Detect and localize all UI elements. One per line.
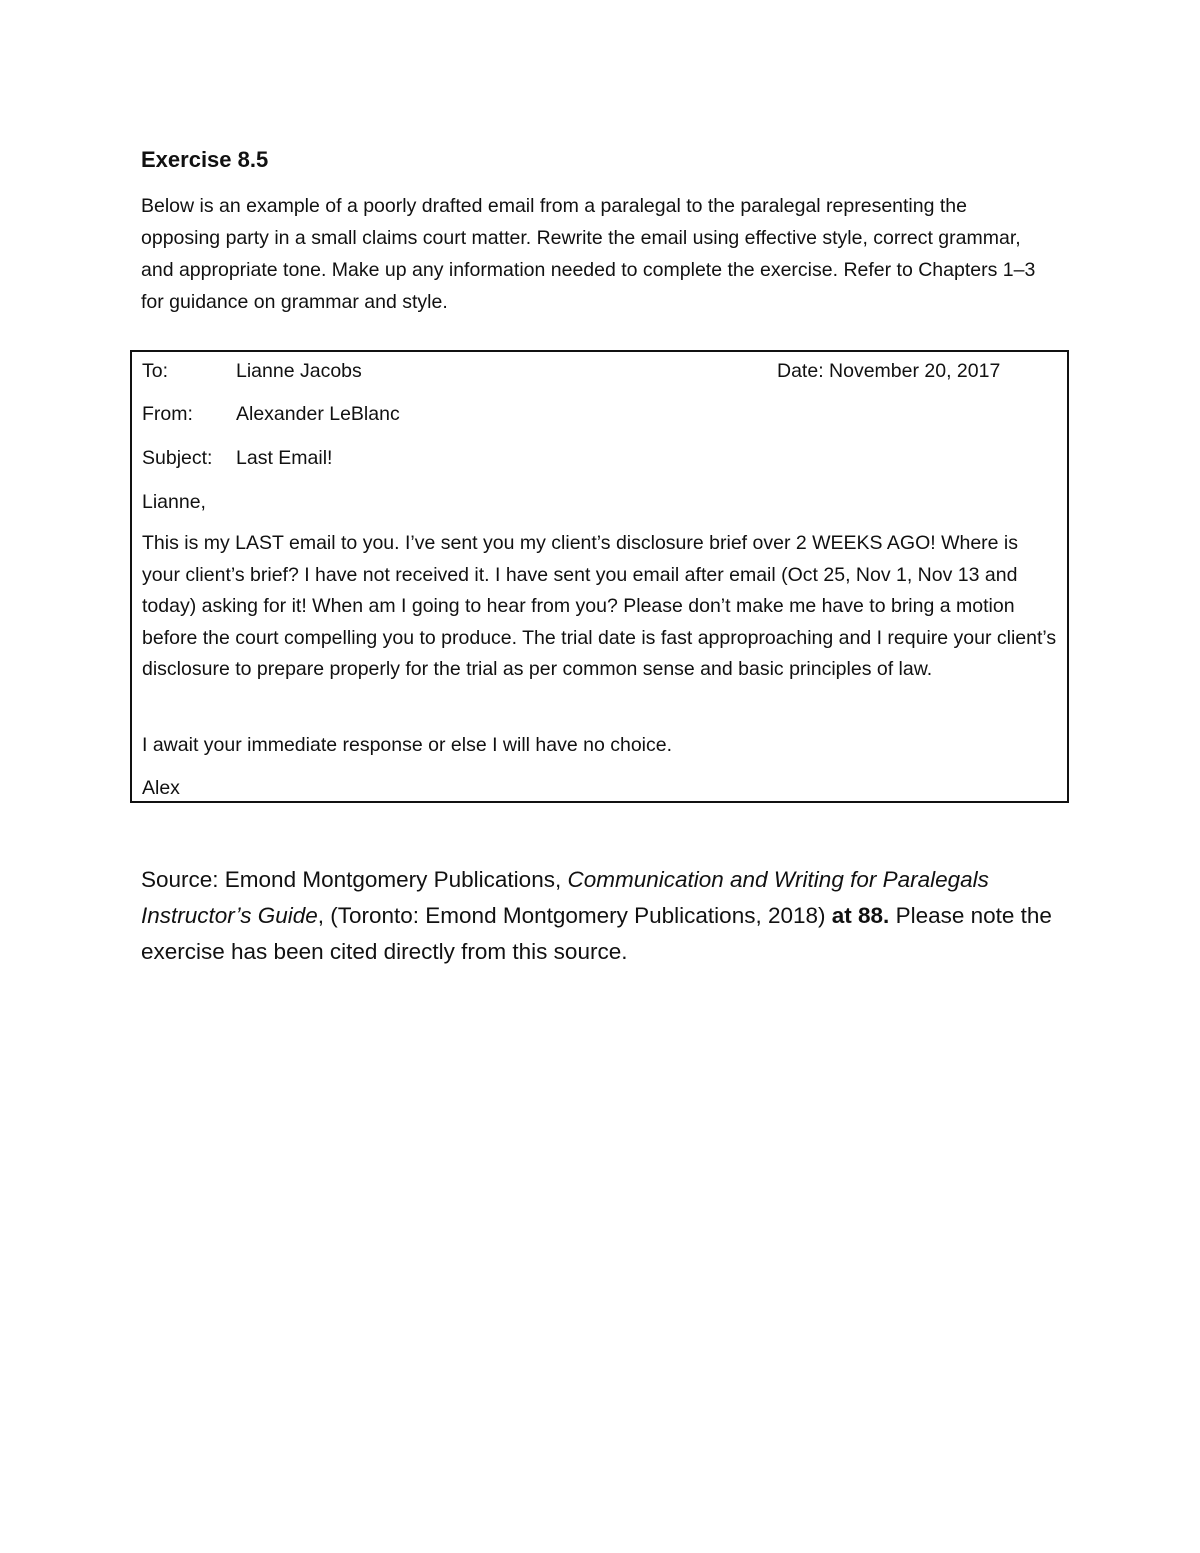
source-citation: [141, 862, 1061, 970]
exercise-title: Exercise 8.5: [141, 147, 269, 172]
email-signature: Alex: [142, 777, 180, 799]
email-from-label: From:: [142, 403, 193, 425]
source-book-title: Communication and Writing for Paralegals Instructor’s Guide: [141, 867, 989, 928]
email-subject-value: Last Email!: [236, 447, 333, 469]
email-from-value: Alexander LeBlanc: [236, 403, 400, 425]
email-to-label: To:: [142, 360, 169, 382]
email-body: This is my LAST email to you. I’ve sent you my client’s disclosure brief over 2 WEEKS AGO! Where is your client’s brief? I have not received it. I have sent you email after email (Oct 25, Nov 1, Nov 13 and today) asking for it! When am I going to hear from you? Please don’t make me have to bring a motion before the court compelling you to produce. The trial date is fast approproaching and I require your client’s disclosure to prepare properly for the trial as per common sense and basic principles of law.: [142, 532, 1057, 680]
email-to-value: Lianne Jacobs: [236, 360, 362, 382]
email-date: Date: November 20, 2017: [777, 360, 1001, 382]
source-prefix: Source: Emond Montgomery Publications,: [141, 867, 568, 892]
source-note: Please note the exercise has been cited directly from this source.: [141, 903, 1052, 964]
email-closing-line: I await your immediate response or else I will have no choice.: [142, 734, 673, 756]
exercise-instructions: Below is an example of a poorly drafted email from a paralegal to the paralegal representing the opposing party in a small claims court matter. Rewrite the email using effective style, correct grammar, and appropriate tone. Make up any information needed to complete the exercise. Refer to Chapters 1–3 for guidance on grammar and style.: [141, 195, 1036, 313]
source-page-ref: at 88.: [831, 903, 890, 928]
email-subject-label: Subject:: [142, 447, 213, 469]
source-publication: , (Toronto: Emond Montgomery Publications, 2018): [317, 903, 832, 928]
email-salutation: Lianne,: [142, 491, 206, 513]
email-box: [130, 350, 1069, 803]
